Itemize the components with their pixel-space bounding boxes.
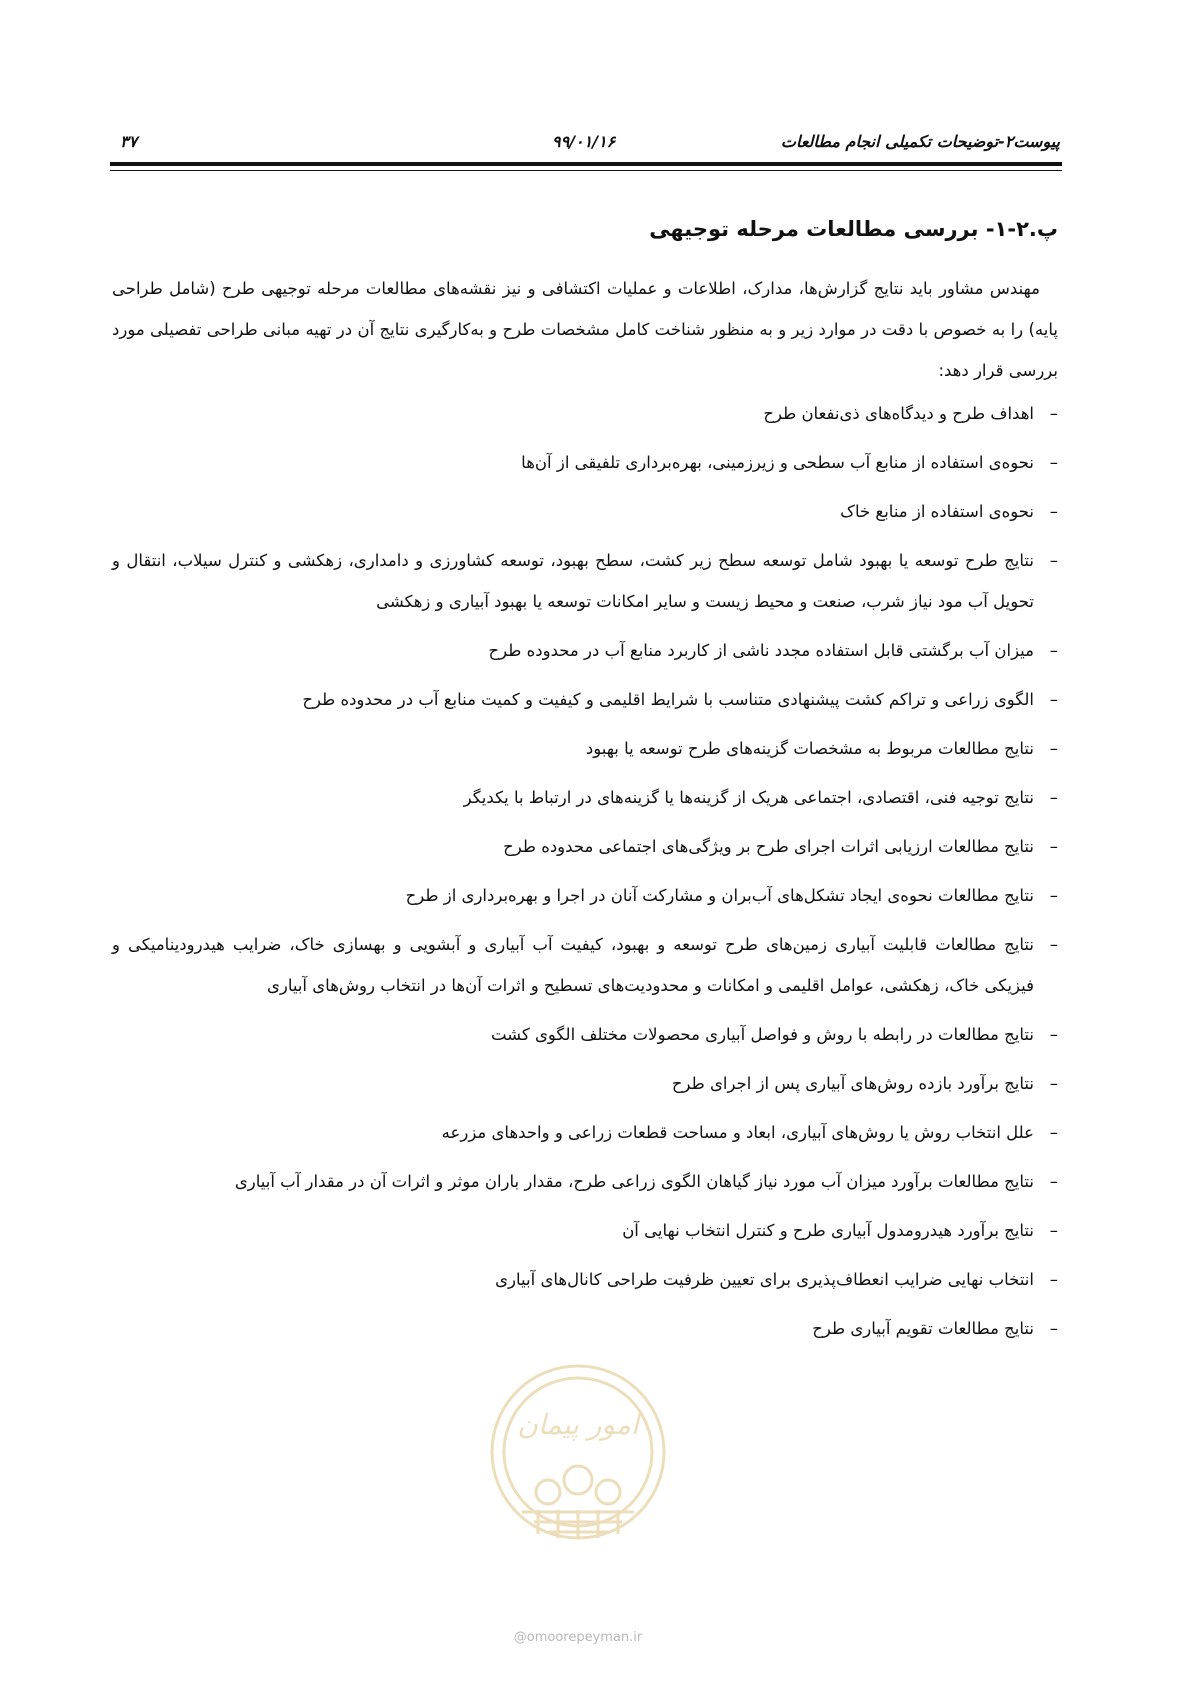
bullet-item <box>112 540 1058 622</box>
page-number: ۳۷ <box>120 132 138 151</box>
bullet-text: نتایج مطالعات در رابطه با روش و فواصل آبیاری محصولات مختلف الگوی کشت <box>490 1025 1034 1044</box>
bullet-item <box>112 777 1058 818</box>
bullet-dash: – <box>1049 1270 1058 1289</box>
bullet-text: نتایج مطالعات نحوه‌ی ایجاد تشکل‌های آب‌بران و مشارکت آنان در اجرا و بهره‌برداری از طرح <box>405 886 1034 905</box>
bullet-item <box>112 1308 1058 1349</box>
bullet-dash: – <box>1049 739 1058 758</box>
bullet-text: نتایج مطالعات ارزیابی اثرات اجرای طرح بر ویژگی‌های اجتماعی محدوده طرح <box>503 837 1034 856</box>
bullet-list <box>112 393 1058 1349</box>
bullet-text: الگوی زراعی و تراکم کشت پیشنهادی متناسب با شرایط اقلیمی و کیفیت و کمیت منابع آب در محدوده طرح <box>302 690 1034 709</box>
bullet-dash: – <box>1049 1319 1058 1338</box>
bullet-dash: – <box>1049 1123 1058 1142</box>
bullet-item <box>112 826 1058 867</box>
bullet-dash: – <box>1049 502 1058 521</box>
bullet-item <box>112 491 1058 532</box>
bullet-dash: – <box>1049 1221 1058 1240</box>
bullet-text: نتایج طرح توسعه یا بهبود شامل توسعه سطح زیر کشت، سطح بهبود، توسعه کشاورزی و دامداری، زهکشی و کنترل سیلاب، انتقال و تحویل آب مود نیاز شرب، صنعت و محیط زیست و سایر امکانات توسعه یا بهبود آبیاری و زهکشی <box>112 551 1034 611</box>
bullet-text: نتایج توجیه فنی، اقتصادی، اجتماعی هریک از گزینه‌ها یا گزینه‌های در ارتباط با یکدیگر <box>463 788 1034 807</box>
bullet-item <box>112 679 1058 720</box>
bullet-text: نحوه‌ی استفاده از منابع آب سطحی و زیرزمینی، بهره‌برداری تلفیقی از آن‌ها <box>521 453 1034 472</box>
bullet-dash: – <box>1049 551 1058 570</box>
bullet-dash: – <box>1049 886 1058 905</box>
bullet-text: نتایج مطالعات برآورد میزان آب مورد نیاز گیاهان الگوی زراعی طرح، مقدار باران موثر و اثرات آن در مقدار آب آبیاری <box>234 1172 1034 1191</box>
bullet-text: نحوه‌ی استفاده از منابع خاک <box>840 502 1034 521</box>
bullet-text: میزان آب برگشتی قابل استفاده مجدد ناشی از کاربرد منابع آب در محدوده طرح <box>488 641 1034 660</box>
bullet-item <box>112 728 1058 769</box>
bullet-text: نتایج مطالعات تقویم آبیاری طرح <box>812 1319 1034 1338</box>
bullet-item <box>112 393 1058 434</box>
bullet-item <box>112 924 1058 1006</box>
bullet-text: نتایج مطالعات قابلیت آبیاری زمین‌های طرح توسعه و بهبود، کیفیت آب آبیاری و آبشویی و بهسازی خاک، ضرایب هیدرودینامیکی و فیزیکی خاک، زهکشی، عوامل اقلیمی و امکانات و محدودیت‌های تسطیح و اثرات آن‌ها در انتخاب روش‌های آبیاری <box>112 935 1034 995</box>
bullet-dash: – <box>1049 1074 1058 1093</box>
bullet-item <box>112 1210 1058 1251</box>
watermark-logo-text: امور پیمان <box>517 1408 639 1441</box>
bullet-item <box>112 1014 1058 1055</box>
bullet-dash: – <box>1049 453 1058 472</box>
watermark-url: @omoorepeyman.ir <box>513 1630 643 1645</box>
intro-paragraph: مهندس مشاور باید نتایج گزارش‌ها، مدارک، اطلاعات و عملیات اکتشافی و نیز نقشه‌های مطالعات مرحله توجیهی طرح (شامل طراحی پایه) را به خصوص با دقت در موارد زیر و به منظور شناخت کامل مشخصات طرح و به‌کارگیری نتایج آن در تهیه مبانی طراحی تفصیلی مورد بررسی قرار دهد: <box>112 279 1058 380</box>
bullet-item <box>112 1259 1058 1300</box>
bullet-dash: – <box>1049 404 1058 423</box>
bullet-dash: – <box>1049 690 1058 709</box>
bullet-item <box>112 442 1058 483</box>
bullet-text: انتخاب نهایی ضرایب انعطاف‌پذیری برای تعیین ظرفیت طراحی کانال‌های آبیاری <box>495 1270 1034 1289</box>
bullet-text: علل انتخاب روش یا روش‌های آبیاری، ابعاد و مساحت قطعات زراعی و واحدهای مزرعه <box>441 1123 1034 1142</box>
bullet-item <box>112 1112 1058 1153</box>
bullet-dash: – <box>1049 837 1058 856</box>
bullet-item <box>112 630 1058 671</box>
bullet-dash: – <box>1049 1025 1058 1044</box>
section-title: پ.۲-۱- بررسی مطالعات مرحله توجیهی <box>649 217 1058 241</box>
page-content <box>112 212 1058 1357</box>
page-header <box>112 128 1060 156</box>
bullet-dash: – <box>1049 788 1058 807</box>
bullet-item <box>112 1063 1058 1104</box>
header-rule-thick <box>110 162 1062 166</box>
bullet-text: اهداف طرح و دیدگاه‌های ذی‌نفعان طرح <box>763 404 1034 423</box>
bullet-item <box>112 875 1058 916</box>
bullet-text: نتایج برآورد بازده روش‌های آبیاری پس از اجرای طرح <box>671 1074 1034 1093</box>
bullet-dash: – <box>1049 641 1058 660</box>
header-date: ۹۹/۰۱/۱۶ <box>552 132 616 151</box>
bullet-text: نتایج مطالعات مربوط به مشخصات گزینه‌های طرح توسعه یا بهبود <box>585 739 1034 758</box>
bullet-item <box>112 1161 1058 1202</box>
header-title: پیوست۲-توضیحات تکمیلی انجام مطالعات <box>780 132 1060 151</box>
header-rule-thin <box>110 170 1062 171</box>
bullet-text: نتایج برآورد هیدرومدول آبیاری طرح و کنترل انتخاب نهایی آن <box>622 1221 1034 1240</box>
bullet-dash: – <box>1049 1172 1058 1191</box>
bullet-dash: – <box>1049 935 1058 954</box>
watermark-logo <box>478 1342 678 1592</box>
